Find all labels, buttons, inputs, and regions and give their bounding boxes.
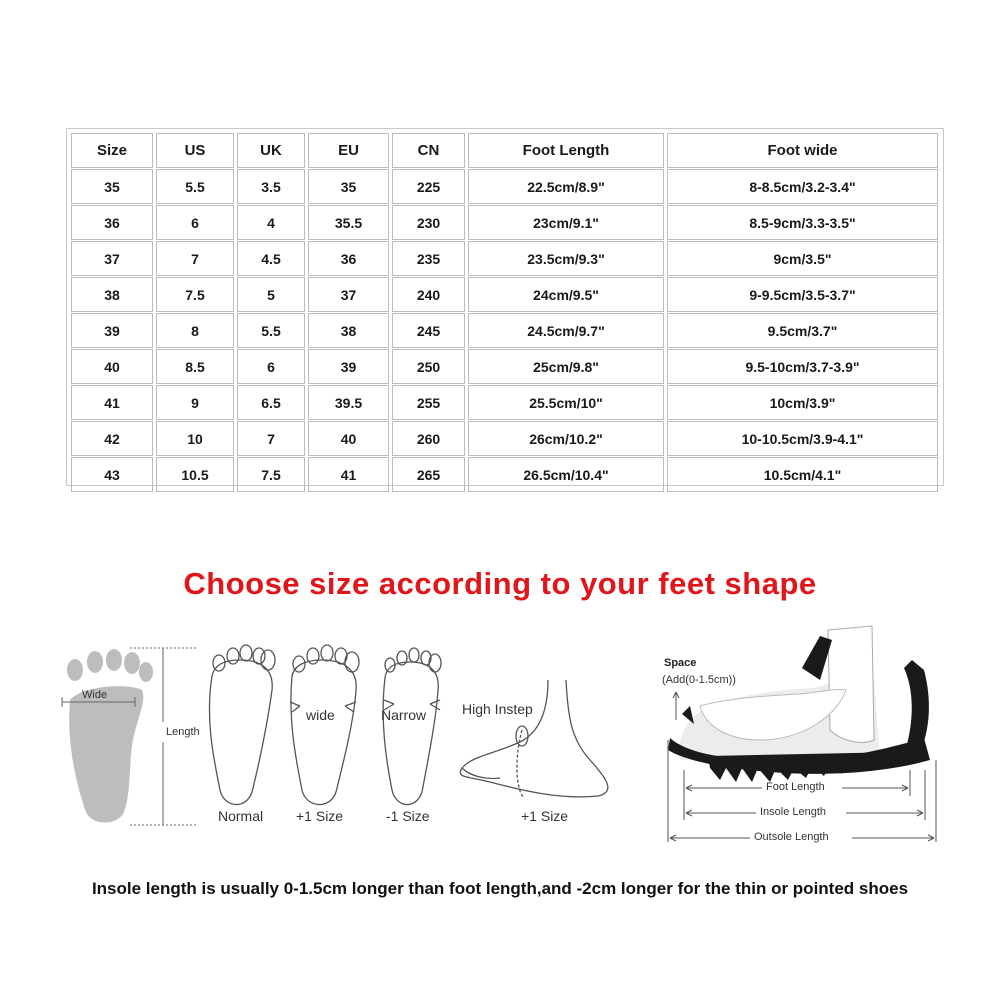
table-cell: 230 <box>392 205 465 240</box>
normal-foot-icon <box>209 645 275 805</box>
table-cell: 7.5 <box>156 277 234 312</box>
table-cell: 38 <box>71 277 153 312</box>
narrow-foot-label: Narrow <box>381 707 427 723</box>
table-cell: 260 <box>392 421 465 456</box>
table-header-cell: Size <box>71 133 153 168</box>
table-header-cell: US <box>156 133 234 168</box>
normal-label: Normal <box>218 808 264 824</box>
table-cell: 40 <box>308 421 389 456</box>
table-cell: 4.5 <box>237 241 305 276</box>
table-cell: 36 <box>308 241 389 276</box>
table-cell: 6.5 <box>237 385 305 420</box>
space-label: Space <box>664 657 697 669</box>
table-cell: 5.5 <box>156 169 234 204</box>
table-cell: 9.5cm/3.7" <box>667 313 938 348</box>
headline: Choose size according to your feet shape <box>183 566 817 601</box>
table-cell: 36 <box>71 205 153 240</box>
table-cell: 35 <box>71 169 153 204</box>
table-cell: 240 <box>392 277 465 312</box>
high-instep-label: High Instep <box>462 701 533 717</box>
narrow-foot-icon <box>383 648 441 805</box>
high-instep-size-label: +1 Size <box>521 808 569 824</box>
table-cell: 35.5 <box>308 205 389 240</box>
outsole-length-label: Outsole Length <box>754 831 829 843</box>
table-cell: 39 <box>71 313 153 348</box>
table-cell: 26cm/10.2" <box>468 421 664 456</box>
table-cell: 5 <box>237 277 305 312</box>
length-label: Length <box>166 726 200 738</box>
table-cell: 37 <box>308 277 389 312</box>
table-cell: 10 <box>156 421 234 456</box>
foot-length-label: Foot Length <box>766 781 825 793</box>
table-cell: 37 <box>71 241 153 276</box>
table-cell: 24cm/9.5" <box>468 277 664 312</box>
table-cell: 7.5 <box>237 457 305 492</box>
narrow-size-label: -1 Size <box>386 808 430 824</box>
table-cell: 26.5cm/10.4" <box>468 457 664 492</box>
table-cell: 41 <box>71 385 153 420</box>
table-cell: 42 <box>71 421 153 456</box>
table-cell: 5.5 <box>237 313 305 348</box>
table-header-cell: Foot wide <box>667 133 938 168</box>
table-cell: 225 <box>392 169 465 204</box>
table-cell: 10cm/3.9" <box>667 385 938 420</box>
table-cell: 39.5 <box>308 385 389 420</box>
table-cell: 39 <box>308 349 389 384</box>
table-cell: 35 <box>308 169 389 204</box>
wide-size-label: +1 Size <box>296 808 344 824</box>
table-cell: 23cm/9.1" <box>468 205 664 240</box>
table-cell: 8.5-9cm/3.3-3.5" <box>667 205 938 240</box>
wide-foot-label: wide <box>306 707 335 723</box>
table-cell: 23.5cm/9.3" <box>468 241 664 276</box>
table-cell: 255 <box>392 385 465 420</box>
table-cell: 22.5cm/8.9" <box>468 169 664 204</box>
table-cell: 9.5-10cm/3.7-3.9" <box>667 349 938 384</box>
table-cell: 9 <box>156 385 234 420</box>
table-header-cell: UK <box>237 133 305 168</box>
table-cell: 24.5cm/9.7" <box>468 313 664 348</box>
table-cell: 265 <box>392 457 465 492</box>
table-cell: 7 <box>156 241 234 276</box>
space-note: (Add(0-1.5cm)) <box>662 674 736 686</box>
table-cell: 235 <box>392 241 465 276</box>
table-cell: 10.5 <box>156 457 234 492</box>
table-cell: 43 <box>71 457 153 492</box>
table-cell: 3.5 <box>237 169 305 204</box>
table-header-cell: EU <box>308 133 389 168</box>
table-cell: 8 <box>156 313 234 348</box>
table-cell: 10-10.5cm/3.9-4.1" <box>667 421 938 456</box>
table-cell: 9-9.5cm/3.5-3.7" <box>667 277 938 312</box>
table-cell: 41 <box>308 457 389 492</box>
high-instep-foot-icon <box>460 680 608 798</box>
wide-foot-icon <box>290 645 359 805</box>
table-cell: 40 <box>71 349 153 384</box>
table-cell: 25cm/9.8" <box>468 349 664 384</box>
wide-label: Wide <box>82 689 108 701</box>
table-cell: 10.5cm/4.1" <box>667 457 938 492</box>
table-header-cell: Foot Length <box>468 133 664 168</box>
insole-length-label: Insole Length <box>760 806 827 818</box>
footer-note: Insole length is usually 0-1.5cm longer than foot length,and -2cm longer for the thin or pointed shoes <box>91 879 909 898</box>
table-cell: 245 <box>392 313 465 348</box>
table-cell: 8.5 <box>156 349 234 384</box>
shoe-diagram-icon <box>668 626 930 782</box>
table-cell: 8-8.5cm/3.2-3.4" <box>667 169 938 204</box>
table-cell: 7 <box>237 421 305 456</box>
table-cell: 9cm/3.5" <box>667 241 938 276</box>
measure-foot-icon <box>67 649 153 823</box>
table-cell: 38 <box>308 313 389 348</box>
table-cell: 25.5cm/10" <box>468 385 664 420</box>
table-cell: 6 <box>156 205 234 240</box>
table-cell: 250 <box>392 349 465 384</box>
table-cell: 4 <box>237 205 305 240</box>
table-header-cell: CN <box>392 133 465 168</box>
table-cell: 6 <box>237 349 305 384</box>
